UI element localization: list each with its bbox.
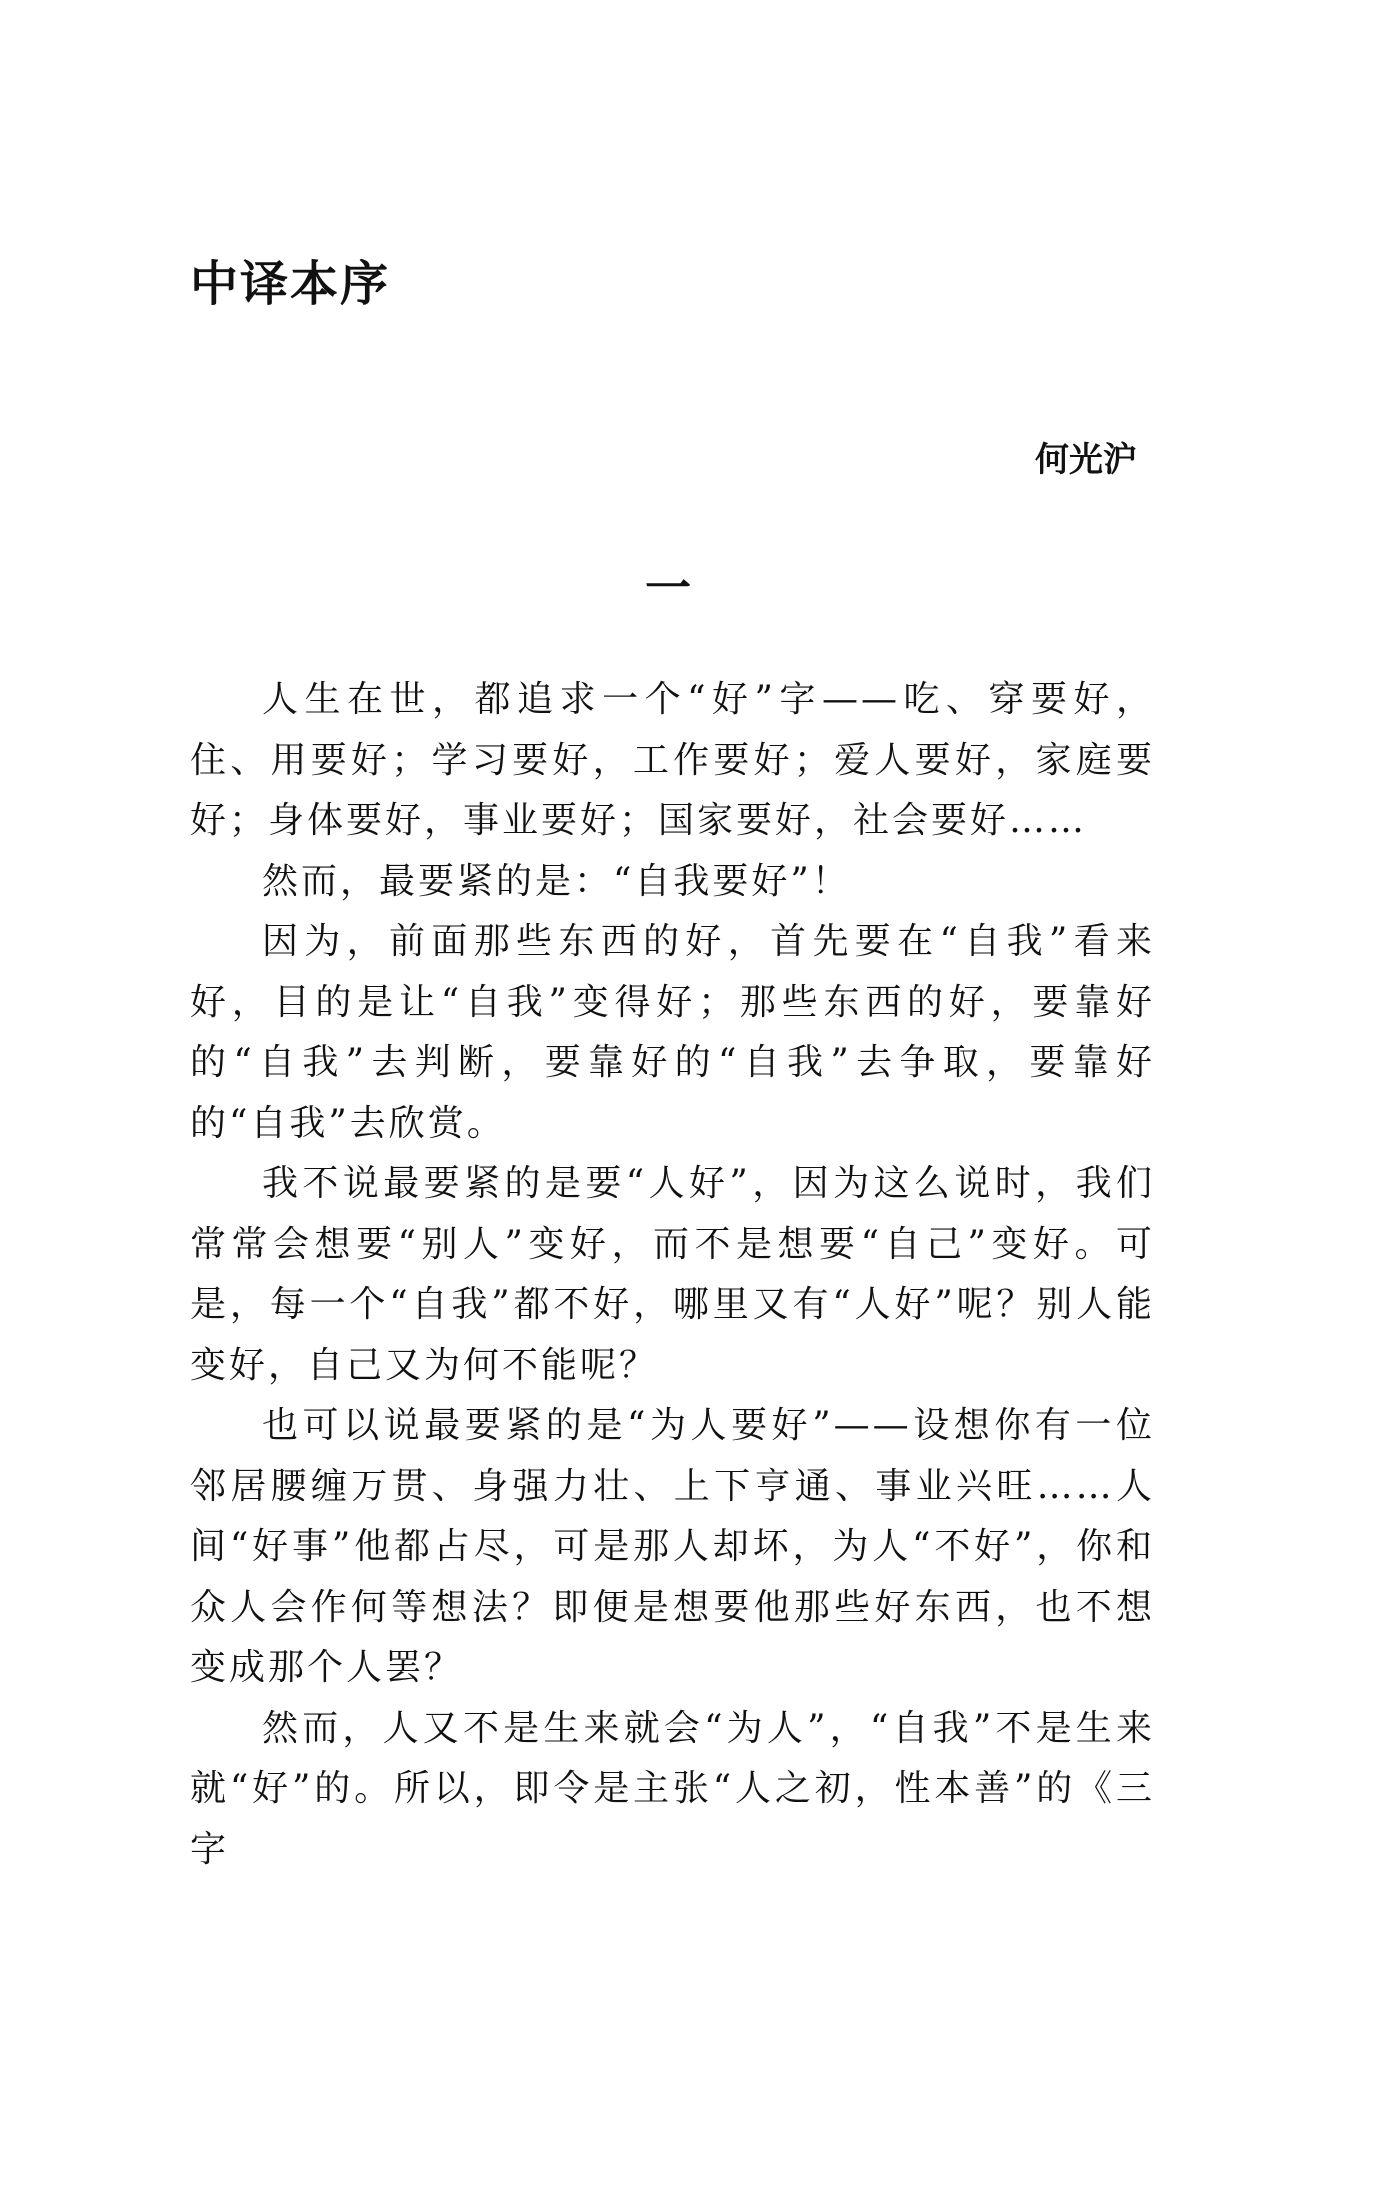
paragraph: 然而，最要紧的是：“自我要好”！ (262, 860, 851, 902)
paragraph: 也可以说最要紧的是“为人要好”——设想你有一位邻居腰缠万贯、身强力壮、上下亨通、事业兴旺……人间“好事”他都占尽，可是那人却坏，为人“不好”，你和众人会作何等想法？即便是想要他那些好东西，也不想变成那个人罢？ (190, 1405, 1155, 1688)
paragraph: 然而，人又不是生来就会“为人”，“自我”不是生来就“好”的。所以，即令是主张“人之初，性本善”的《三字 (190, 1707, 1155, 1870)
author-name: 何光沪 (1035, 440, 1137, 480)
paragraph: 人生在世，都追求一个“好”字——吃、穿要好，住、用要好；学习要好，工作要好；爱人要好，家庭要好；身体要好，事业要好；国家要好，社会要好…… (190, 679, 1155, 841)
section-number: 一 (645, 561, 691, 615)
body-text (190, 670, 1155, 1880)
page-title: 中译本序 (190, 256, 391, 312)
paragraph: 我不说最要紧的是要“人好”，因为这么说时，我们常常会想要“别人”变好，而不是想要“自己”变好。可是，每一个“自我”都不好，哪里又有“人好”呢？别人能变好，自己又为何不能呢？ (190, 1163, 1155, 1386)
paragraph: 因为，前面那些东西的好，首先要在“自我”看来好，目的是让“自我”变得好；那些东西的好，要靠好的“自我”去判断，要靠好的“自我”去争取，要靠好的“自我”去欣赏。 (190, 921, 1155, 1144)
